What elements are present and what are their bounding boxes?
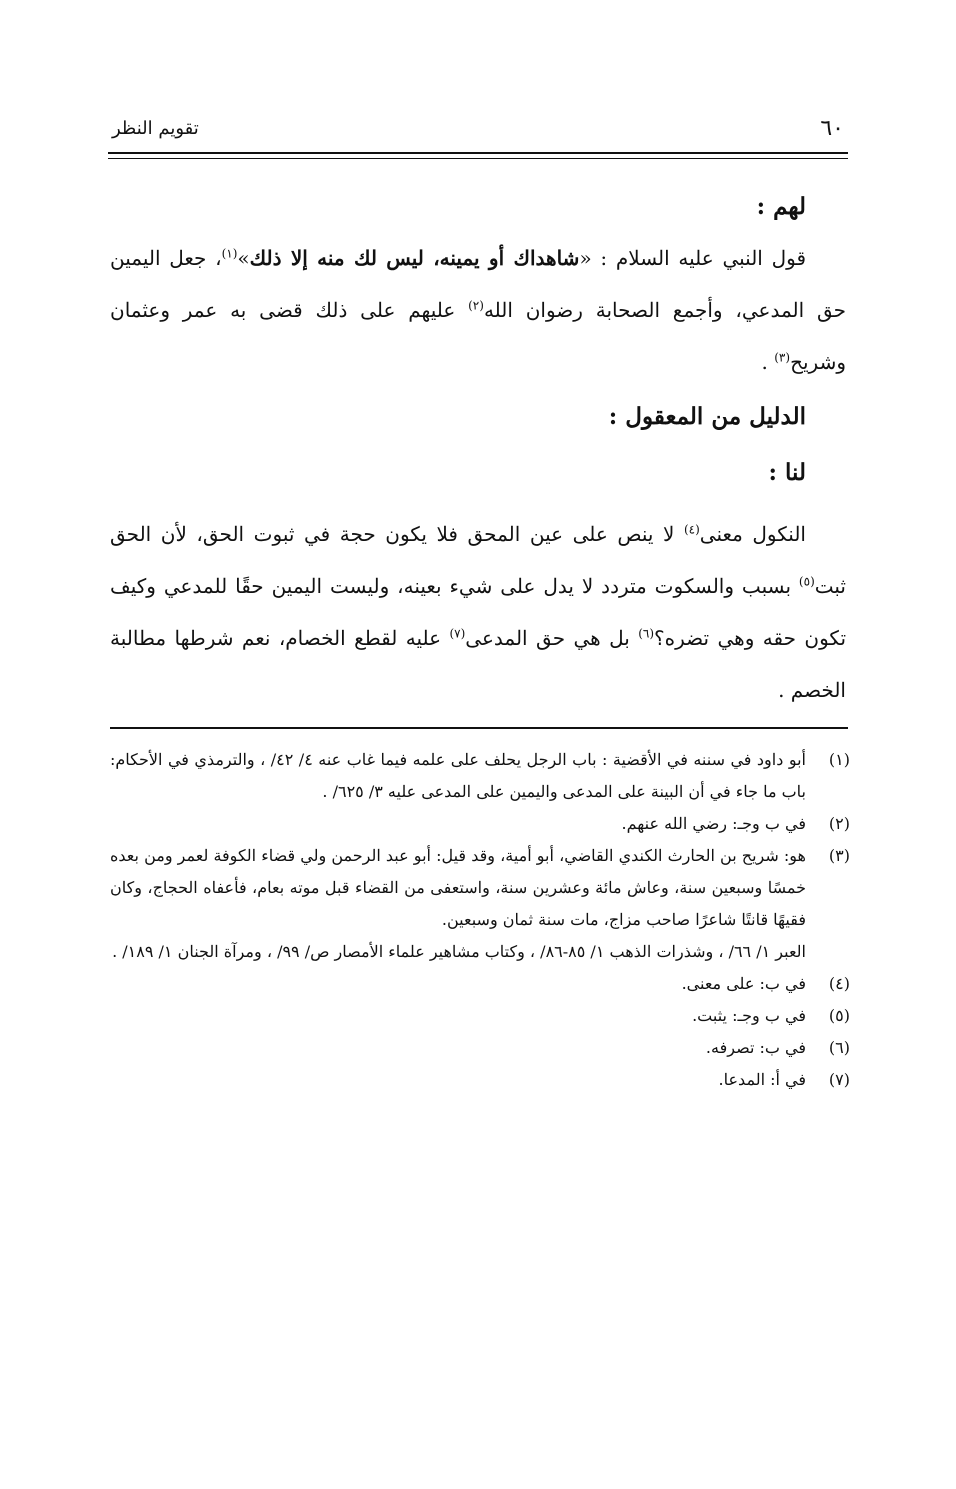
header-rule-thin: [108, 158, 848, 159]
para1-mid: ، جعل اليمين حق المدعي، وأجمع الصحابة رضوان الله: [110, 246, 846, 322]
footnote-4: [110, 968, 850, 1000]
page-header: [108, 112, 848, 152]
heading-lahum: لهم :: [756, 193, 806, 220]
footnote-ref-7: (٧): [449, 626, 466, 641]
heading-dalil: الدليل من المعقول :: [608, 403, 806, 430]
footnote-text: في أ: المدعا.: [718, 1070, 806, 1089]
footnote-number: (٢): [828, 814, 850, 833]
footnote-ref-1: (١): [221, 246, 238, 261]
para2-a: النكول معنى: [699, 522, 806, 546]
footnote-6: [110, 1032, 850, 1064]
footnote-text: العبر ١/ ٦٦/ ، وشذرات الذهب ١/ ٨٥-٨٦/ ، وكتاب مشاهير علماء الأمصار ص/ ٩٩/ ، ومرآة الجنان ١/ ١٨٩/ .: [112, 942, 806, 961]
paragraph-lana: [110, 508, 846, 716]
footnote-text: في ب: تصرفه.: [705, 1038, 806, 1057]
footnote-5: [110, 1000, 850, 1032]
footnote-number: (١): [828, 750, 850, 769]
footnote-separator: [110, 727, 848, 729]
footnote-text: أبو داود في سننه في الأقضية : باب الرجل يحلف على علمه فيما غاب عنه ٤/ ٤٢/ ، والترمذي في الأحكام: باب ما جاء في أن البينة على المدعى واليمين على المدعى عليه ٣/ ٦٢٥/ .: [110, 750, 806, 801]
footnote-ref-3: (٣): [774, 350, 791, 365]
page-number: ٦٠: [820, 116, 844, 141]
footnote-3-sources: [110, 936, 850, 968]
footnote-number: (٣): [828, 846, 850, 865]
footnote-number: (٥): [828, 1006, 850, 1025]
footnote-number: (٦): [828, 1038, 850, 1057]
footnote-1: [110, 744, 850, 808]
para2-d: بل هي حق المدعى: [465, 626, 639, 650]
para2-e: عليه لقطع الخصام، نعم شرطها مطالبة الخصم .: [110, 626, 846, 702]
header-rule: [108, 152, 848, 154]
main-text: [110, 188, 846, 716]
running-title: تقويم النظر: [112, 118, 199, 139]
para1-final: .: [761, 350, 775, 374]
para1-close: »: [237, 246, 250, 270]
footnote-text: في ب: على معنى.: [681, 974, 806, 993]
footnote-3: [110, 840, 850, 936]
footnote-ref-6: (٦): [638, 626, 655, 641]
footnote-text: في ب وجـ: يثبت.: [692, 1006, 806, 1025]
footnote-ref-2: (٢): [468, 298, 484, 313]
footnote-7: [110, 1064, 850, 1096]
footnote-number: (٤): [828, 974, 850, 993]
para1-prefix: قول النبي عليه السلام : «: [579, 246, 807, 270]
para2-b: لا ينص على عين المحق فلا يكون حجة في ثبوت الحق، لأن الحق ثبت: [110, 522, 846, 598]
footnote-2: [110, 808, 850, 840]
footnote-ref-4: (٤): [683, 522, 700, 537]
para2-c: بسبب والسكوت متردد لا يدل على شيء بعينه، وليست اليمين حقًا للمدعي وكيف تكون حقه وهي تضره؟: [110, 574, 847, 650]
footnote-text: في ب وجـ: رضي الله عنهم.: [621, 814, 806, 833]
footnote-number: (٧): [828, 1070, 850, 1089]
footnote-ref-5: (٥): [798, 574, 815, 589]
hadith-quote: شاهداك أو يمينه، ليس لك منه إلا ذلك: [249, 246, 580, 270]
footnotes: [110, 744, 850, 1096]
footnote-text: هو: شريح بن الحارث الكندي القاضي، أبو أمية، وقد قيل: أبو عبد الرحمن ولي قضاء الكوفة لعمر ومن بعده خمسًا وسبعين سنة، وعاش مائة وعشرين سنة، واستعفى من القضاء قبل موته بعام، فأعفاه الحجاج، وكان فقيهًا قانتًا شاعرًا صاحب مزاج، مات سنة ثمان وسبعين.: [110, 846, 806, 929]
para1-end: عليهم على ذلك قضى به عمر وعثمان وشريح: [110, 298, 846, 374]
paragraph-lahum: [110, 232, 846, 388]
heading-lana: لنا :: [768, 459, 806, 486]
